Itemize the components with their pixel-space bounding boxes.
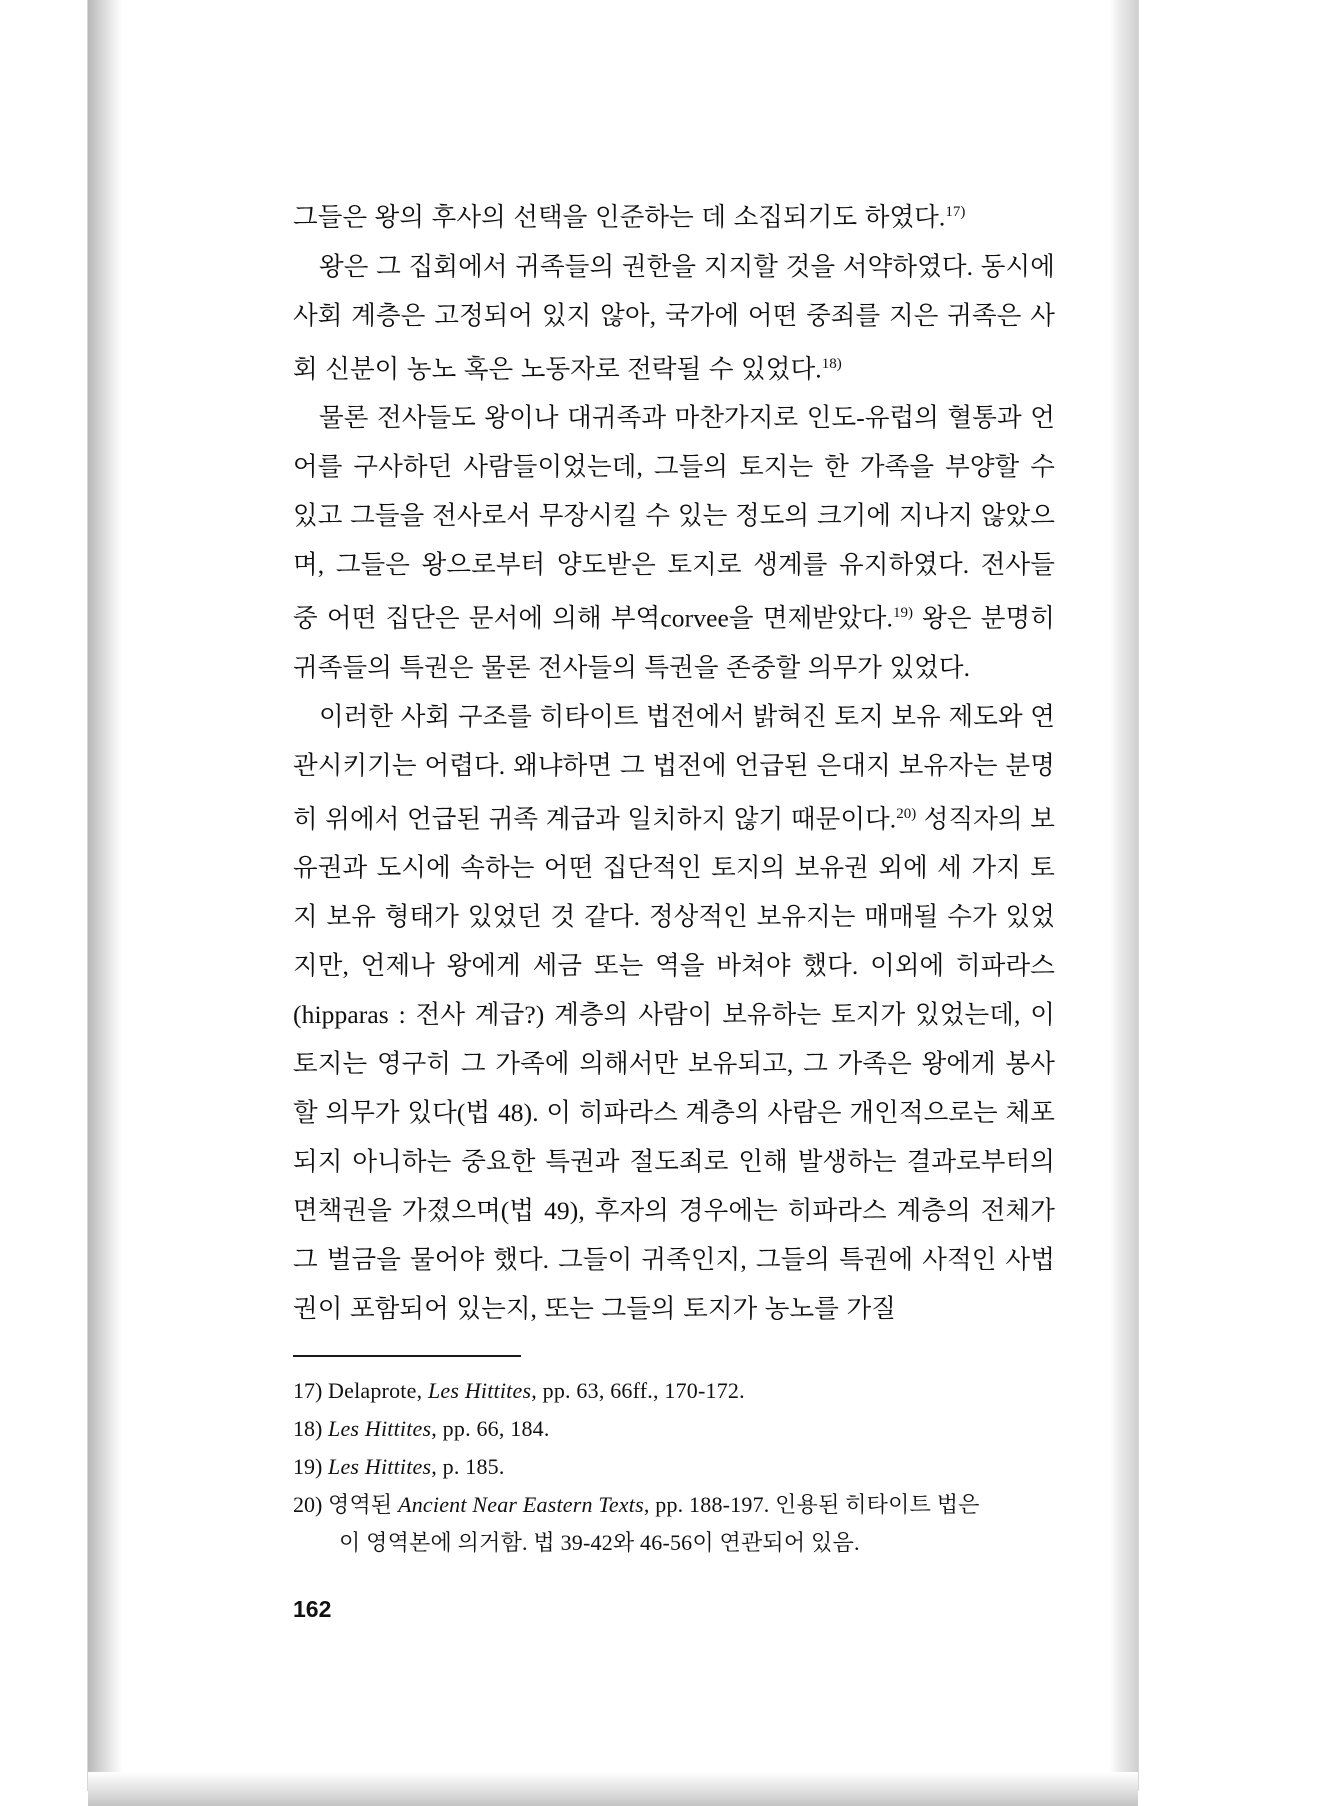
footnote-title-19: Les Hittites (328, 1454, 432, 1479)
footnote-separator-rule (293, 1355, 521, 1357)
paragraph-3-text-before: 물론 전사들도 왕이나 대귀족과 마찬가지로 인도-유럽의 혈통과 언어를 구사하던 사람들이었는데, 그들의 토지는 한 가족을 부양할 수 있고 그들을 전사로서 무장시킬 수 있는 정도의 크기에 지나지 않았으며, 그들은 왕으로부터 양도받은 토지로 생계를 유지하였다. 전사들 중 어떤 집단은 문서에 의해 부역corvee을 면제받았다. (293, 403, 1055, 633)
footnote-title-18: Les Hittites (328, 1416, 432, 1441)
footnote-number-19: 19) (293, 1454, 323, 1479)
footnote-text-post-17: , pp. 63, 66ff., 170-172. (531, 1378, 745, 1403)
footnote-text-post-18: , pp. 66, 184. (431, 1416, 550, 1441)
footnote-ref-18[interactable]: $^{18}$ ) (822, 356, 842, 372)
paragraph-1 (293, 188, 1055, 242)
footnote-item-19 (293, 1448, 1061, 1486)
footnote-text-post-19: , p. 185. (431, 1454, 505, 1479)
page-outer-gutter (0, 0, 88, 1806)
footnote-item-20-continuation: 이 영역본에 의거함. 법 39-42와 46-56이 연관되어 있음. (339, 1530, 860, 1555)
footnote-item-17 (293, 1372, 1061, 1410)
footnote-ref-20[interactable]: $^{20}$ ) (896, 806, 916, 822)
paragraph-3 (293, 393, 1055, 692)
page-bottom-shadow (88, 1772, 1138, 1806)
footnote-number-20: 20) (293, 1492, 323, 1517)
footnote-text-post-20: , pp. 188-197. 인용된 히타이트 법은 (643, 1492, 980, 1517)
paragraph-4-text-before: 이러한 사회 구조를 히타이트 법전에서 밝혀진 토지 보유 제도와 연관시키기는 어렵다. 왜냐하면 그 법전에 언급된 은대지 보유자는 분명히 위에서 언급된 귀족 계급과 일치하지 않기 때문이다. (293, 701, 1055, 833)
footnote-item-18 (293, 1410, 1061, 1448)
footnote-title-20: Ancient Near Eastern Texts (398, 1492, 644, 1517)
paragraph-1-text: 그들은 왕의 후사의 선택을 인준하는 데 소집되기도 하였다. (293, 202, 946, 232)
footnote-number-18: 18) (293, 1416, 323, 1441)
footnote-text-pre-20: 영역된 (328, 1492, 399, 1517)
footnote-title-17: Les Hittites (427, 1378, 532, 1403)
paragraph-4-text-after: 성직자의 보유권과 도시에 속하는 어떤 집단적인 토지의 보유권 외에 세 가지 토지 보유 형태가 있었던 것 같다. 정상적인 보유지는 매매될 수가 있었지만, 언제나 왕에게 세금 또는 역을 바쳐야 했다. 이외에 히파라스(hipparas : 전사 계급?) 계층의 사람이 보유하는 토지가 있었는데, 이 토지는 영구히 그 가족에 의해서만 보유되고, 그 가족은 왕에게 봉사할 의무가 있다(법 48). 이 히파라스 계층의 사람은 개인적으로는 체포되지 아니하는 중요한 특권과 절도죄로 인해 발생하는 결과로부터의 면책권을 가졌으며(법 49), 후자의 경우에는 히파라스 계층의 전체가 그 벌금을 물어야 했다. 그들이 귀족인지, 그들의 특권에 사적인 사법권이 포함되어 있는지, 또는 그들의 토지가 농노를 가질 (293, 804, 1055, 1323)
body-text-block (293, 188, 1055, 1333)
paragraph-2 (293, 242, 1055, 394)
footnote-number-17: 17) (293, 1378, 323, 1403)
footnote-ref-19[interactable]: $^{19}$ ) (893, 605, 913, 621)
footnote-text-pre-17: Delaprote, (328, 1378, 428, 1403)
footnote-item-20 (293, 1486, 1061, 1524)
paragraph-3-text-after: 왕은 분명히 귀족들의 특권은 물론 전사들의 특권을 존중할 의무가 있었다. (293, 603, 1055, 682)
paragraph-4 (293, 692, 1055, 1334)
page-left-shadow (88, 0, 122, 1790)
paragraph-2-text: 왕은 그 집회에서 귀족들의 권한을 지지할 것을 서약하였다. 동시에 사회 계층은 고정되어 있지 않아, 국가에 어떤 중죄를 지은 귀족은 사회 신분이 농노 혹은 노동자로 전락될 수 있었다. (293, 251, 1055, 383)
footnote-list (293, 1372, 1061, 1562)
footnote-ref-17[interactable]: $^{17}$ ) (945, 204, 965, 220)
page-right-shadow (1110, 0, 1138, 1790)
page-number: 162 (293, 1596, 332, 1622)
